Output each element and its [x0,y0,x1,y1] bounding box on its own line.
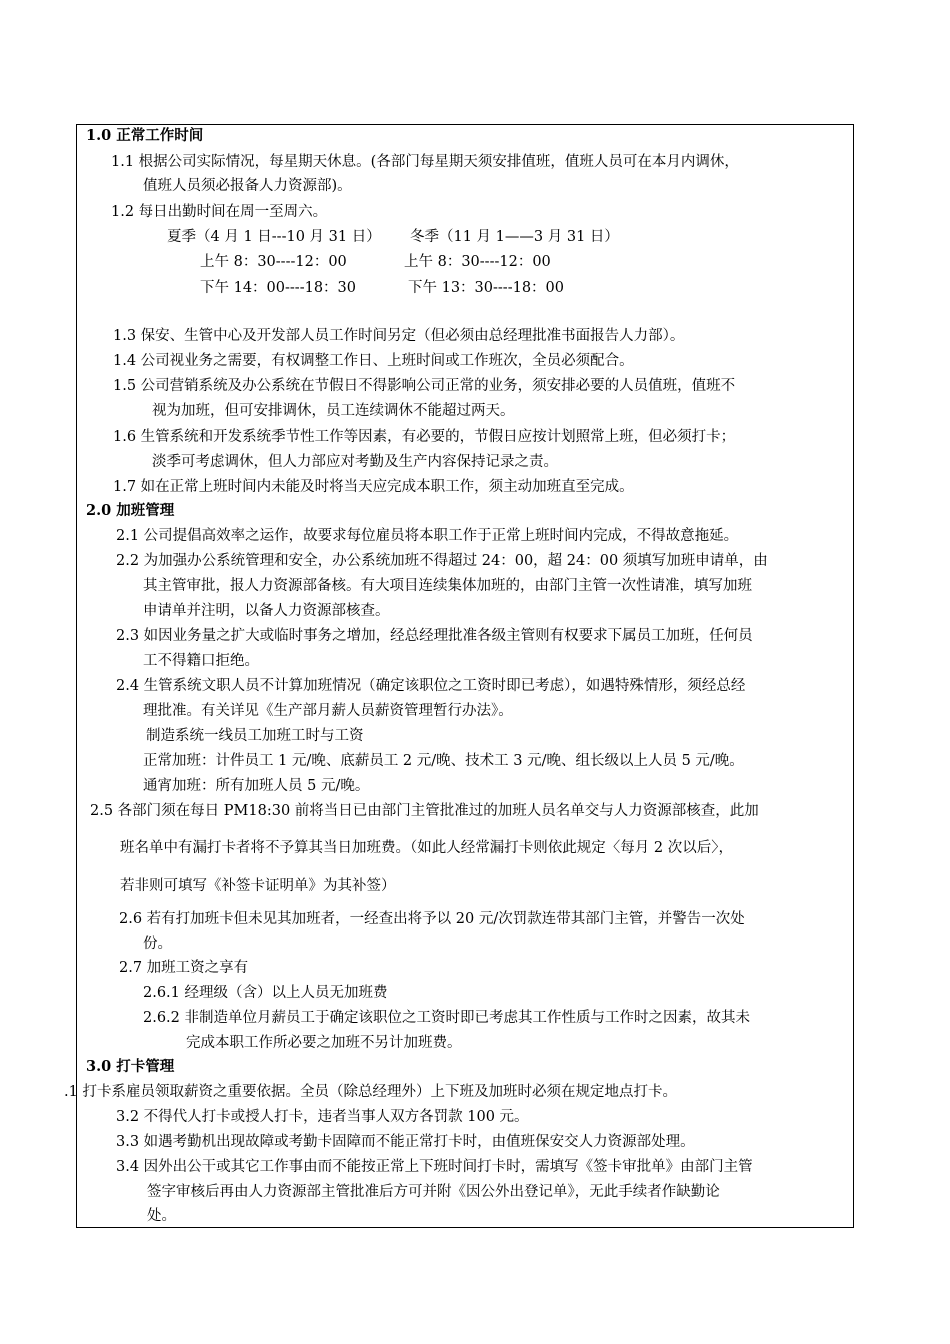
item-1-2: 1.2 每日出勤时间在周一至周六。 [111,204,328,220]
winter-afternoon: 下午 13：30----18：00 [408,280,565,296]
item-2-4-subhead: 制造系统一线员工加班工时与工资 [146,728,364,744]
item-1-6-line-2: 淡季可考虑调休，但人力部应对考勤及生产内容保持记录之责。 [152,454,558,470]
item-2-4-overnight: 通宵加班：所有加班人员 5 元/晚。 [143,778,370,794]
item-3-4-line-2: 签字审核后再由人力资源部主管批准后方可并附《因公外出登记单》，无此手续者作缺勤论 [147,1184,720,1200]
item-2-6-line-2: 份。 [143,936,172,952]
winter-morning: 上午 8：30----12：00 [404,254,551,270]
item-2-7-2-line-2: 完成本职工作所必要之加班不另计加班费。 [186,1035,462,1051]
item-2-3-line-2: 工不得籍口拒绝。 [143,653,259,669]
item-1-1-line-1: 1.1 根据公司实际情况，每星期天休息。(各部门每星期天须安排值班，值班人员可在本月内调休， [111,154,739,170]
item-1-3: 1.3 保安、生管中心及开发部人员工作时间另定（但必须由总经理批准书面报告人力部）。 [113,328,685,344]
item-2-4-line-2: 理批准。有关详见《生产部月薪人员薪资管理暂行办法》。 [143,703,513,719]
item-3-4-line-3: 处。 [147,1208,176,1224]
item-1-6-line-1: 1.6 生管系统和开发系统季节性工作等因素，有必要的，节假日应按计划照常上班，但必须打卡； [113,429,736,445]
summer-afternoon: 下午 14：00----18：30 [200,280,357,296]
item-2-2-line-2: 其主管审批，报人力资源部备核。有大项目连续集体加班的，由部门主管一次性请准，填写加班 [143,578,752,594]
winter-label: 冬季（11 月 1——3 月 31 日） [410,229,619,245]
item-2-4-normal-overtime: 正常加班：计件员工 1 元/晚、底薪员工 2 元/晚、技术工 3 元/晚、组长级以上人员 5 元/晚。 [143,753,744,769]
summer-morning: 上午 8：30----12：00 [200,254,347,270]
summer-label: 夏季（4 月 1 日---10 月 31 日） [167,229,381,245]
item-2-1: 2.1 公司提倡高效率之运作，故要求每位雇员将本职工作于正常上班时间内完成，不得故意拖延。 [116,528,739,544]
item-1-5-line-1: 1.5 公司营销系统及办公系统在节假日不得影响公司正常的业务，须安排必要的人员值班，值班不 [113,378,736,394]
item-2-6-line-1: 2.6 若有打加班卡但未见其加班者，一经查出将予以 20 元/次罚款连带其部门主管，并警告一次处 [119,911,745,927]
item-3-3: 3.3 如遇考勤机出现故障或考勤卡固障而不能正常打卡时，由值班保安交人力资源部处理。 [116,1134,695,1150]
item-2-4-line-1: 2.4 生管系统文职人员不计算加班情况（确定该职位之工资时即已考虑），如遇特殊情形，须经总经 [116,678,746,694]
item-2-2-line-3: 申请单并注明，以备人力资源部核查。 [143,603,390,619]
item-1-5-line-2: 视为加班，但可安排调休，员工连续调休不能超过两天。 [152,403,515,419]
section-1-title: 1.0 正常工作时间 [86,127,204,144]
section-2-title: 2.0 加班管理 [86,502,175,519]
section-3-title: 3.0 打卡管理 [86,1058,175,1075]
item-2-5-line-2: 班名单中有漏打卡者将不予算其当日加班费。（如此人经常漏打卡则依此规定〈每月 2 次以后〉， [120,840,733,856]
item-2-5-line-1: 2.5 各部门须在每日 PM18:30 前将当日已由部门主管批准过的加班人员名单交与人力资源部核查，此加 [90,803,759,819]
item-1-7: 1.7 如在正常上班时间内未能及时将当天应完成本职工作，须主动加班直至完成。 [113,479,634,495]
item-1-1-line-2: 值班人员须必报备人力资源部)。 [143,178,352,194]
item-1-4: 1.4 公司视业务之需要，有权调整工作日、上班时间或工作班次，全员必须配合。 [113,353,634,369]
item-2-2-line-1: 2.2 为加强办公系统管理和安全，办公系统加班不得超过 24：00，超 24：00 须填写加班申请单，由 [116,553,768,569]
item-2-7-2-line-1: 2.6.2 非制造单位月薪员工于确定该职位之工资时即已考虑其工作性质与工作时之因素，故其未 [143,1010,750,1026]
item-2-7: 2.7 加班工资之享有 [119,960,249,976]
item-2-3-line-1: 2.3 如因业务量之扩大或临时事务之增加，经总经理批准各级主管则有权要求下属员工加班，任何员 [116,628,753,644]
item-3-4-line-1: 3.4 因外出公干或其它工作事由而不能按正常上下班时间打卡时，需填写《签卡审批单》由部门主管 [116,1159,753,1175]
item-2-7-1: 2.6.1 经理级（含）以上人员无加班费 [143,985,388,1001]
item-2-5-line-3: 若非则可填写《补签卡证明单》为其补签） [120,878,396,894]
item-3-1: .1 打卡系雇员领取薪资之重要依据。全员（除总经理外）上下班及加班时必须在规定地点打卡。 [64,1084,677,1100]
item-3-2: 3.2 不得代人打卡或授人打卡，违者当事人双方各罚款 100 元。 [116,1109,529,1125]
